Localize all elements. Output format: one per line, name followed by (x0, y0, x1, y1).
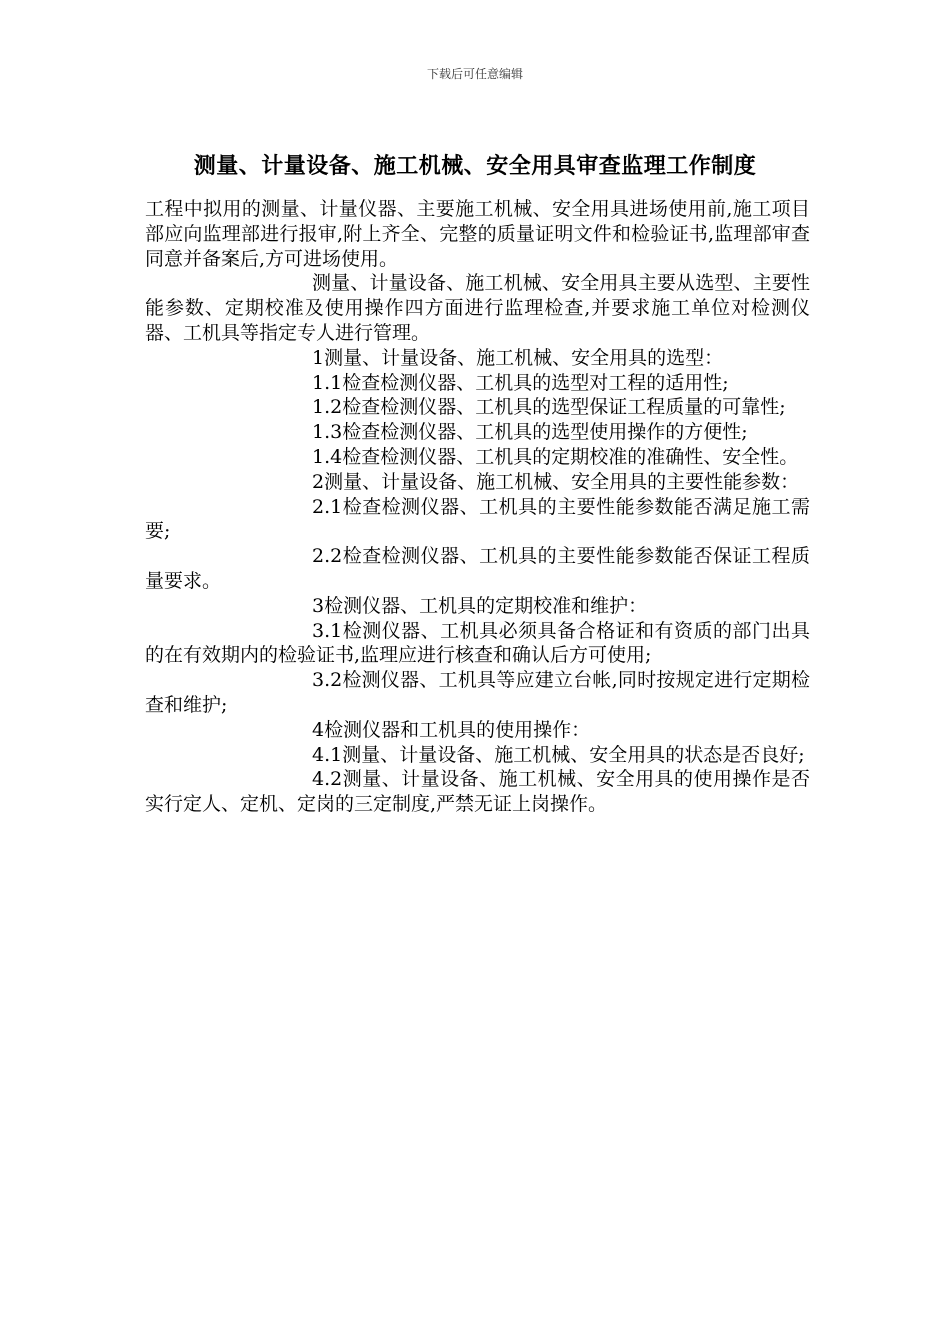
section-heading-2: 2测量、计量设备、施工机械、安全用具的主要性能参数： (312, 470, 800, 493)
document-body (145, 197, 810, 817)
list-item-4-1: 4.1测量、计量设备、施工机械、安全用具的状态是否良好; (312, 743, 805, 766)
list-item-1-2: 1.2检查检测仪器、工机具的选型保证工程质量的可靠性; (312, 396, 786, 419)
section-heading-4: 4检测仪器和工机具的使用操作： (312, 718, 591, 741)
list-item-1-4: 1.4检查检测仪器、工机具的定期校准的准确性、安全性。 (312, 445, 799, 468)
list-item-1-1: 1.1检查检测仪器、工机具的选型对工程的适用性; (312, 371, 729, 394)
list-item-4-2: 4.2测量、计量设备、施工机械、安全用具的使用操作是否实行定人、定机、定岗的三定制度,严禁无证上岗操作。 (145, 768, 810, 816)
list-item-3-2: 3.2检测仪器、工机具等应建立台帐,同时按规定进行定期检查和维护; (145, 669, 810, 716)
list-item-2-2: 2.2检查检测仪器、工机具的主要性能参数能否保证工程质量要求。 (145, 545, 810, 592)
paragraph-intro: 工程中拟用的测量、计量仪器、主要施工机械、安全用具进场使用前,施工项目部应向监理部进行报审,附上齐全、完整的质量证明文件和检验证书,监理部审查同意并备案后,方可进场使用。 (145, 198, 810, 270)
list-item-1-3: 1.3检查检测仪器、工机具的选型使用操作的方便性; (312, 421, 748, 444)
list-item-3-1: 3.1检测仪器、工机具必须具备合格证和有资质的部门出具的在有效期内的检验证书,监理应进行核查和确认后方可使用; (145, 619, 810, 667)
section-heading-3: 3检测仪器、工机具的定期校准和维护： (312, 594, 648, 617)
section-heading-1: 1测量、计量设备、施工机械、安全用具的选型： (312, 346, 724, 369)
page-header-note: 下载后可任意编辑 (426, 67, 523, 81)
paragraph-scope: 测量、计量设备、施工机械、安全用具主要从选型、主要性能参数、定期校准及使用操作四方面进行监理检查,并要求施工单位对检测仪器、工机具等指定专人进行管理。 (145, 272, 810, 344)
list-item-2-1: 2.1检查检测仪器、工机具的主要性能参数能否满足施工需要; (145, 495, 810, 543)
document-title: 测量、计量设备、施工机械、安全用具审查监理工作制度 (193, 154, 757, 179)
